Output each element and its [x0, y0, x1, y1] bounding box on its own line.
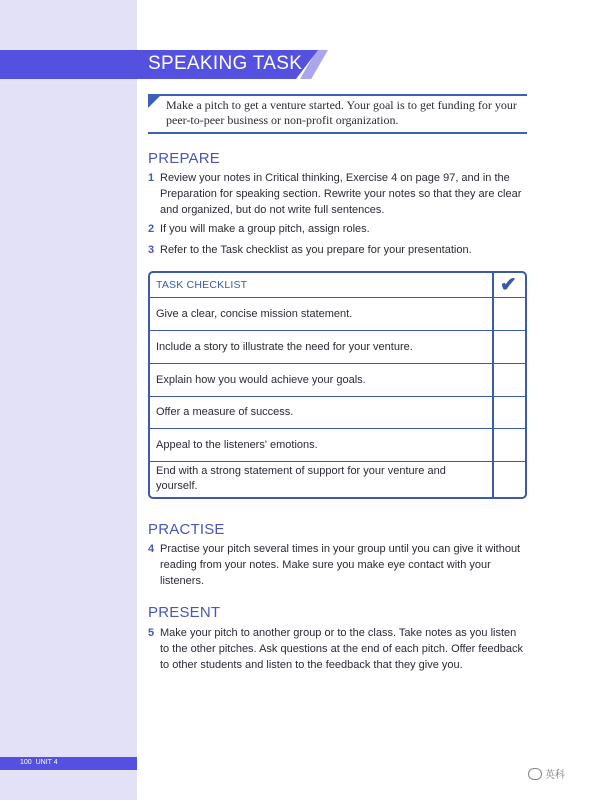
step-item	[148, 221, 528, 237]
step-text: Refer to the Task checklist as you prepare for your presentation.	[160, 244, 472, 256]
step-item	[148, 170, 528, 218]
checklist-item: End with a strong statement of support for your venture and yourself.	[156, 465, 446, 492]
step-number: 1	[148, 172, 155, 184]
page-title: SPEAKING TASK	[148, 53, 303, 74]
checklist-header	[150, 273, 492, 298]
intro-corner-icon	[148, 96, 160, 108]
prepare-heading: PREPARE	[148, 150, 220, 167]
checklist-row	[150, 461, 525, 496]
unit-label: UNIT 4	[35, 759, 58, 766]
checklist-row	[150, 428, 525, 461]
checklist-row	[150, 396, 525, 428]
step-number: 5	[148, 627, 155, 639]
checklist-item: Explain how you would achieve your goals.	[156, 374, 366, 386]
intro-text: Make a pitch to get a venture started. Your goal is to get funding for your peer-to-peer business or non-profit organization.	[166, 98, 517, 127]
task-checklist	[148, 271, 527, 499]
step-text: Practise your pitch several times in your group until you can give it without reading from your notes. Make sure you make eye contact with your listeners.	[160, 543, 521, 587]
step-text: Make your pitch to another group or to the class. Take notes as you listen to the other pitches. Ask questions at the end of each pitch. Offer feedback to other students and listen to the feedback that they give you.	[160, 627, 524, 671]
page-number: 100	[20, 759, 32, 766]
checklist-item: Appeal to the listeners' emotions.	[156, 439, 318, 451]
present-heading: PRESENT	[148, 604, 221, 621]
checklist-item: Include a story to illustrate the need for your venture.	[156, 341, 413, 353]
step-item	[148, 625, 528, 673]
checklist-row	[150, 297, 525, 330]
step-text: If you will make a group pitch, assign roles.	[160, 223, 370, 235]
watermark-text: 英科	[545, 770, 565, 781]
checklist-row	[150, 330, 525, 363]
step-text: Review your notes in Critical thinking, Exercise 4 on page 97, and in the Preparation for speaking section. Rewrite your notes so that they are clear and organized, but do not write full sentences.	[160, 172, 522, 216]
page-footer	[20, 759, 58, 766]
checkmark-icon: ✔	[500, 274, 517, 296]
page-side-strip	[0, 0, 137, 800]
practise-heading: PRACTISE	[148, 521, 225, 538]
checklist-item: Give a clear, concise mission statement.	[156, 308, 353, 320]
step-number: 4	[148, 543, 155, 555]
checklist-title: TASK CHECKLIST	[156, 279, 248, 291]
step-item	[148, 541, 528, 589]
wechat-icon	[528, 768, 542, 780]
step-number: 3	[148, 244, 155, 256]
step-item	[148, 242, 528, 258]
checklist-item: Offer a measure of success.	[156, 406, 294, 418]
checklist-row	[150, 363, 525, 396]
step-number: 2	[148, 223, 155, 235]
